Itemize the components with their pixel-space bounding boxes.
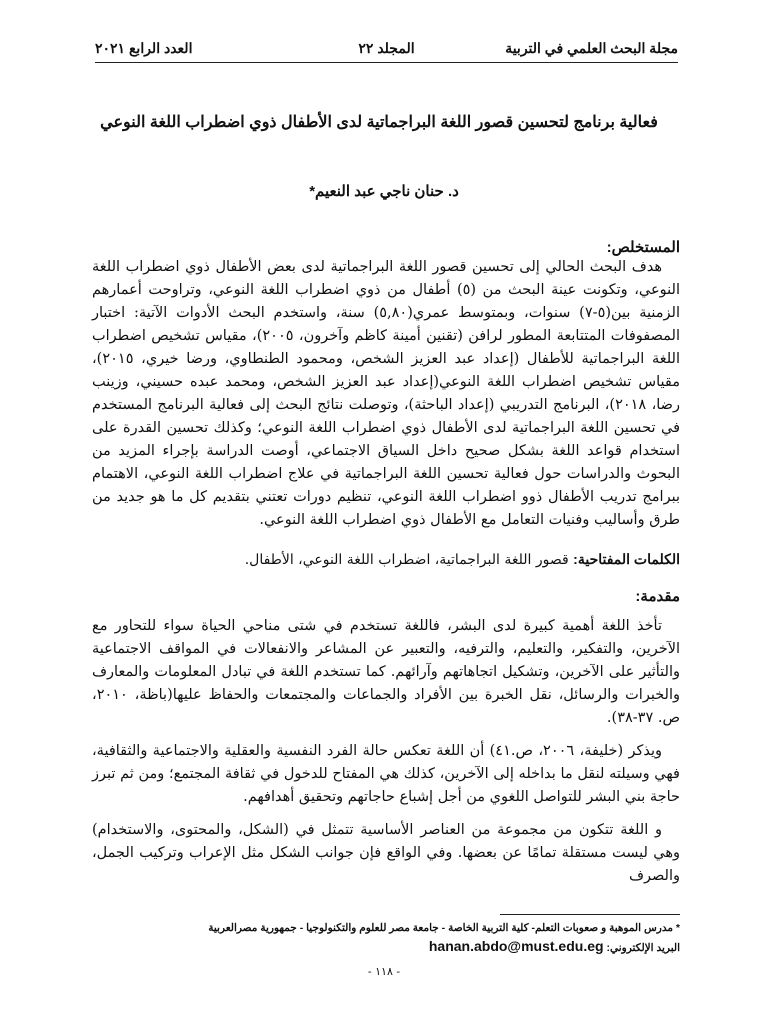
page-number: - ١١٨ - — [367, 965, 401, 978]
email-link[interactable]: hanan.abdo@must.edu.eg — [428, 938, 604, 954]
intro-paragraph: و اللغة تتكون من مجموعة من العناصر الأساسية تتمثل في (الشكل، والمحتوى، والاستخدام) وهي ليست مستقلة تمامًا عن بعضها. وفي الواقع فإن جوانب الشكل مثل الإعراب وتركيب الجمل، والصرف — [92, 822, 680, 884]
paper-title: فعالية برنامج لتحسين قصور اللغة البراجماتية لدى الأطفال ذوي اضطراب اللغة النوعي — [100, 114, 658, 131]
author-name: د. حنان ناجي عبد النعيم* — [309, 183, 459, 200]
abstract-heading: المستخلص: — [606, 239, 680, 256]
running-header — [95, 40, 678, 63]
author-affiliation: * مدرس الموهبة و صعوبات التعلم- كلية التربية الخاصة - جامعة مصر للعلوم والتكنولوجيا - جمهورية مصرالعربية — [208, 922, 680, 934]
footnote — [92, 922, 680, 958]
intro-paragraph: ويذكر (خليفة، ٢٠٠٦، ص.٤١) أن اللغة تعكس حالة الفرد النفسية والعقلية والاجتماعية والثقافية، فهي وسيلته لنقل ما بداخله إلى الآخرين، كذلك هي المفتاح للدخول في ثقافة المجتمع؛ ومن ثم تبرز حاجة بني البشر للتواصل اللغوي من أجل إشباع حاجاتهم وتحقيق أهدافهم. — [92, 743, 680, 805]
footnote-divider — [500, 914, 680, 915]
issue-number: العدد الرابع ٢٠٢١ — [95, 40, 193, 56]
abstract-text: هدف البحث الحالي إلى تحسين قصور اللغة البراجماتية لدى بعض الأطفال ذوي اضطراب اللغة النوعي، وتكونت عينة البحث من (٥) أطفال من ذوي اضطراب اللغة النوعي، وتراوحت أعمارهم الزمنية بين(٥-٧) سنوات، وبمتوسط عمري(٥,٨٠) سنة، واستخدم البحث الأدوات الآتية: اختبار المصفوفات المتتابعة المطور لرافن (تقنين أمينة كاظم وآخرون، ٢٠٠٥)، مقياس تشخيص اضطراب اللغة البراجماتية للأطفال (إعداد عبد العزيز الشخص، ومحمود الطنطاوي، ورضا خيري، ٢٠١٥)، مقياس تشخيص اضطراب اللغة النوعي(إعداد عبد العزيز الشخص، ومحمد عبده حسيني، وزينب رضا، ٢٠١٨)، البرنامج التدريبي (إعداد الباحثة)، وتوصلت نتائج البحث إلى فعالية البرنامج المستخدم في تحسين اللغة البراجماتية لدى الأطفال ذوي اضطراب اللغة النوعي؛ وكذلك تحسين القدرة على استخدام قواعد اللغة بشكل صحيح داخل السياق الاجتماعي، أوصت الدراسة بإجراء المزيد من البحوث والدراسات حول فعالية تحسين اللغة البراجماتية في علاج اضطراب اللغة النوعي، الاهتمام ببرامج تدريب الأطفال ذوو اضطراب اللغة النوعي، تنظيم دورات تعتني بتقديم كل ما هو جديد من طرق وأساليب وفنيات التعامل مع الأطفال ذوي اضطراب اللغة النوعي. — [92, 259, 680, 528]
journal-name: مجلة البحث العلمي في التربية — [505, 40, 678, 56]
volume-number: المجلد ٢٢ — [358, 40, 415, 56]
keywords-label: الكلمات المفتاحية: — [573, 551, 680, 567]
keywords — [92, 548, 680, 571]
keywords-text: قصور اللغة البراجماتية، اضطراب اللغة النوعي، الأطفال. — [244, 552, 574, 568]
main-content — [92, 238, 680, 888]
email-line — [92, 938, 680, 954]
introduction-heading: مقدمة: — [635, 588, 680, 605]
email-label: البريد الإلكتروني: — [603, 942, 680, 954]
intro-paragraph: تأخذ اللغة أهمية كبيرة لدى البشر، فاللغة تستخدم في شتى مناحي الحياة سواء للتحاور مع الآخرين، والتفكير، والتعليم، والترفيه، والتعبير عن المشاعر والانفعالات في المواقف الاجتماعية والتأثير على الآخرين، وتشكيل اتجاهاتهم وآرائهم. كما تستخدم اللغة في تبادل المعلومات والمعارف والخبرات والرسائل، نقل الخبرة بين الأفراد والجماعات والمجتمعات والحفاظ عليها(باظة، ٢٠١٠، ص. ٣٧-٣٨). — [92, 618, 680, 726]
